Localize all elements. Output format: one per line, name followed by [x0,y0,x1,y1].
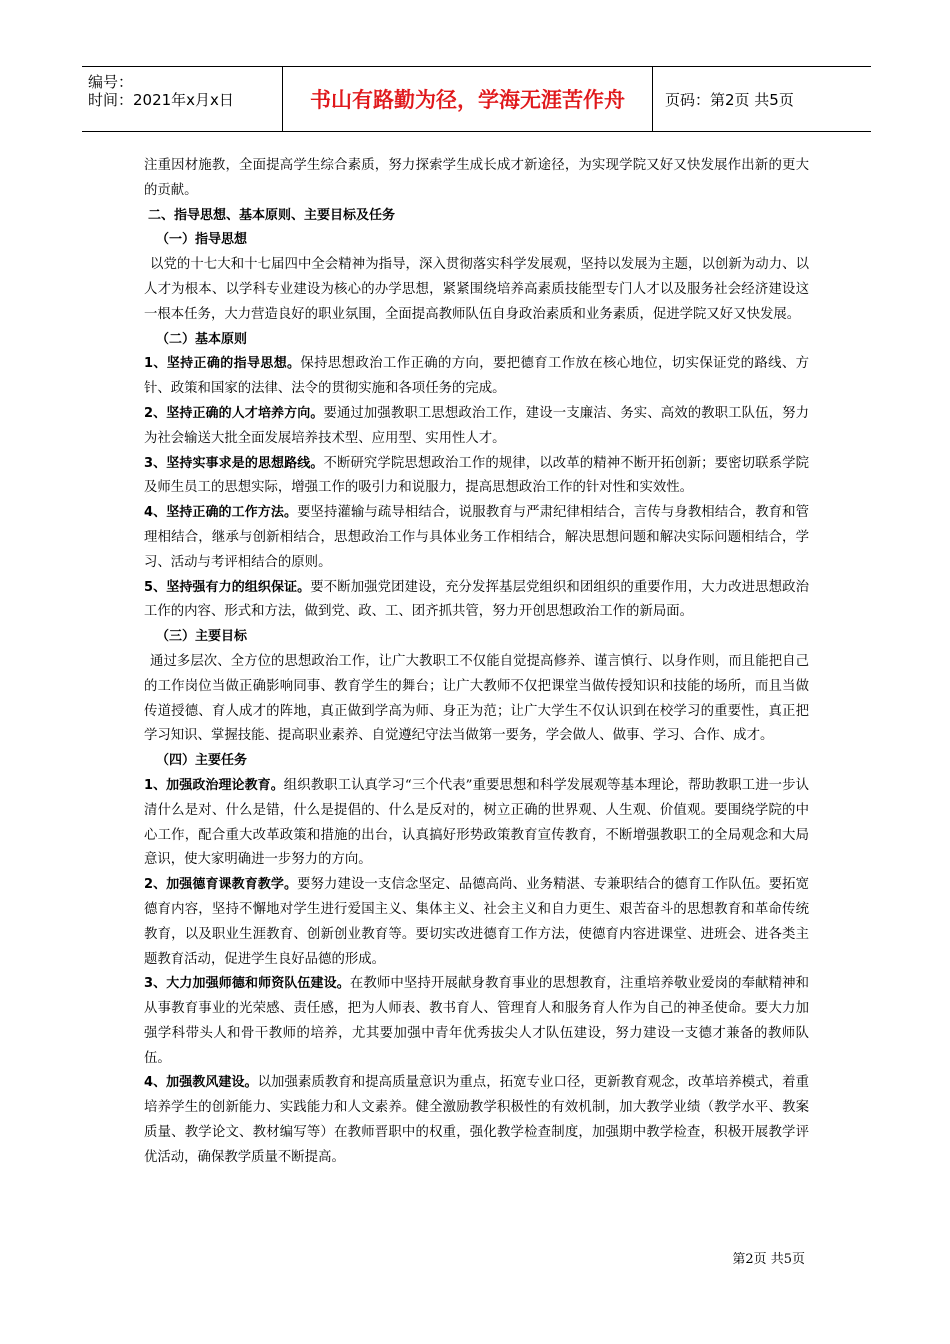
goals-paragraph: 通过多层次、全方位的思想政治工作，让广大教职工不仅能自觉提高修养、谨言慎行、以身作则，而且能把自己的工作岗位当做正确影响同事、教育学生的舞台；让广大教师不仅把课堂当做传授知识和技能的场所，而且当做传道授德、育人成才的阵地，真正做到学高为师、身正为范；让广大学生不仅认识到在校学习的重要性，真正把学习知识、掌握技能、提高职业素养、自觉遵纪守法当做第一要务，学会做人、做事、学习、合作、成才。 [144,653,809,744]
guiding-paragraph: 以党的十七大和十七届四中全会精神为指导，深入贯彻落实科学发展观，坚持以发展为主题，以创新为动力、以人才为根本、以学科专业建设为核心的办学思想，紧紧围绕培养高素质技能型专门人才以及服务社会经济建设这一根本任务，大力营造良好的职业氛围，全面提高教师队伍自身政治素质和业务素质，促进学院又好又快发展。 [144,257,809,322]
principle-item: 4、坚持正确的工作方法。要坚持灌输与疏导相结合，说服教育与严肃纪律相结合，言传与身教相结合，教育和管理相结合，继承与创新相结合，思想政治工作与具体业务工作相结合，解决思想问题和解决实际问题相结合，学习、活动与考评相结合的原则。 [144,505,810,570]
principle-item: 2、坚持正确的人才培养方向。要通过加强教职工思想政治工作，建设一支廉洁、务实、高效的教职工队伍，努力为社会输送大批全面发展培养技术型、应用型、实用性人才。 [144,405,810,446]
date-label: 时间：2021年x月x日 [88,91,234,109]
task-item: 2、加强德育课教育教学。要努力建设一支信念坚定、品德高尚、业务精湛、专兼职结合的德育工作队伍。要拓宽德育内容，坚持不懈地对学生进行爱国主义、集体主义、社会主义和自力更生、艰苦奋斗的思想教育和革命传统教育，以及职业生涯教育、创新创业教育等。要切实改进德育工作方法，使德育内容进课堂、进班会、进各类主题教育活动，促进学生良好品德的形成。 [144,877,810,967]
section-heading: 二、指导思想、基本原则、主要目标及任务 [148,207,396,223]
principle-item: 3、坚持实事求是的思想路线。不断研究学院思想政治工作的规律，以改革的精神不断开拓创新；要密切联系学院及师生员工的思想实际，增强工作的吸引力和说服力，提高思想政治工作的针对性和实效性。 [144,455,810,496]
header-page-number: 页码：第2页 共5页 [665,90,794,109]
subsection-heading-principles: （二）基本原则 [156,331,248,347]
page-footer: 第2页 共5页 [732,1252,805,1267]
subsection-heading-guiding: （一）指导思想 [156,232,248,248]
page-header [82,66,871,132]
principle-item: 1、坚持正确的指导思想。保持思想政治工作正确的方向，要把德育工作放在核心地位，切实保证党的路线、方针、政策和国家的法律、法令的贯彻实施和各项任务的完成。 [144,356,809,397]
intro-paragraph: 注重因材施教，全面提高学生综合素质，努力探索学生成长成才新途径，为实现学院又好又快发展作出新的更大的贡献。 [144,158,809,198]
task-item: 1、加强政治理论教育。组织教职工认真学习“三个代表”重要思想和科学发展观等基本理论，帮助教职工进一步认清什么是对、什么是错，什么是提倡的、什么是反对的，树立正确的世界观、人生观、价值观。要围绕学院的中心工作，配合重大改革政策和措施的出台，认真搞好形势政策教育宣传教育，不断增强教职工的全局观念和大局意识，使大家明确进一步努力的方向。 [144,777,809,868]
document-body [144,154,809,1171]
subsection-heading-tasks: （四）主要任务 [156,753,248,769]
subsection-heading-goals: （三）主要目标 [156,629,248,645]
number-label: 编号： [88,73,134,91]
header-meta [82,67,282,131]
principle-item: 5、坚持强有力的组织保证。要不断加强党团建设，充分发挥基层党组织和团组织的重要作用，大力改进思想政治工作的内容、形式和方法，做到党、政、工、团齐抓共管，努力开创思想政治工作的新局面。 [144,579,810,620]
task-item: 3、大力加强师德和师资队伍建设。在教师中坚持开展献身教育事业的思想教育，注重培养敬业爱岗的奉献精神和从事教育事业的光荣感、责任感，把为人师表、教书育人、管理育人和服务育人作为自己的神圣使命。要大力加强学科带头人和骨干教师的培养，尤其要加强中青年优秀拔尖人才队伍建设，努力建设一支德才兼备的教师队伍。 [144,976,810,1066]
header-motto: 书山有路勤为径，学海无涯苦作舟 [282,67,653,131]
task-item: 4、加强教风建设。以加强素质教育和提高质量意识为重点，拓宽专业口径，更新教育观念，改革培养模式，着重培养学生的创新能力、实践能力和人文素养。健全激励教学积极性的有效机制，加大教学业绩（教学水平、教案质量、教学论文、教材编写等）在教师晋职中的权重，强化教学检查制度，加强期中教学检查，积极开展教学评优活动，确保教学质量不断提高。 [144,1075,810,1165]
